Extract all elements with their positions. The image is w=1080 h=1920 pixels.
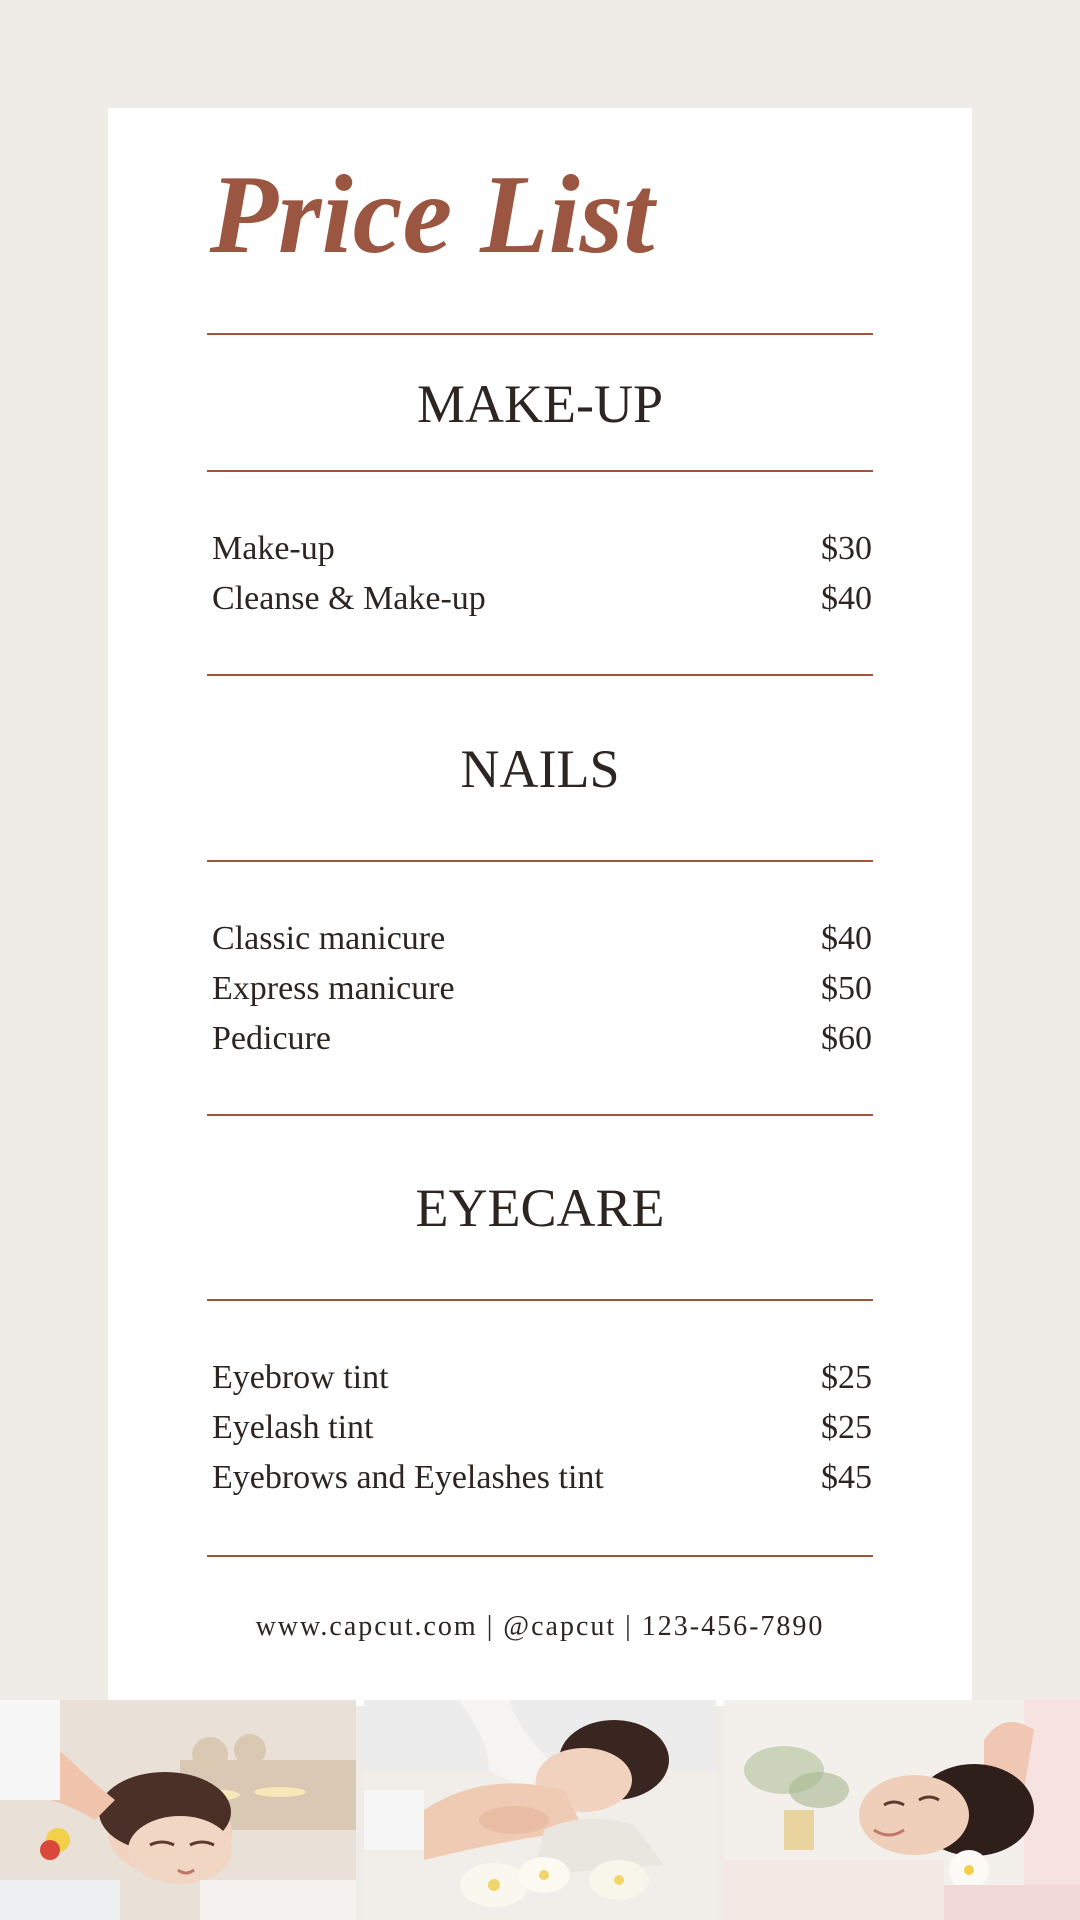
service-price: $60 bbox=[821, 1020, 872, 1057]
price-row bbox=[212, 524, 872, 574]
price-row bbox=[212, 1014, 872, 1064]
section-title-eyecare: EYECARE bbox=[415, 1178, 665, 1238]
service-name: Cleanse & Make-up bbox=[212, 580, 486, 617]
section-title-nails: NAILS bbox=[460, 739, 620, 799]
price-row bbox=[212, 914, 872, 964]
price-row bbox=[212, 574, 872, 624]
service-price: $40 bbox=[821, 580, 872, 617]
contact-info: www.capcut.com | @capcut | 123-456-7890 bbox=[255, 1611, 825, 1642]
photo-strip bbox=[0, 1700, 1080, 1920]
service-name: Eyebrow tint bbox=[212, 1359, 389, 1396]
divider bbox=[207, 1114, 873, 1116]
service-name: Express manicure bbox=[212, 970, 455, 1007]
divider bbox=[207, 470, 873, 472]
spa-photo-face-massage bbox=[724, 1700, 1080, 1920]
divider bbox=[207, 1299, 873, 1301]
page-title: Price List bbox=[209, 153, 655, 277]
service-price: $25 bbox=[821, 1409, 872, 1446]
service-name: Pedicure bbox=[212, 1020, 331, 1057]
divider bbox=[207, 860, 873, 862]
service-price: $30 bbox=[821, 530, 872, 567]
service-price: $40 bbox=[821, 920, 872, 957]
divider bbox=[207, 333, 873, 335]
price-row bbox=[212, 964, 872, 1014]
service-price: $25 bbox=[821, 1359, 872, 1396]
price-row bbox=[212, 1353, 872, 1403]
service-name: Eyebrows and Eyelashes tint bbox=[212, 1459, 604, 1496]
service-name: Classic manicure bbox=[212, 920, 446, 957]
service-name: Eyelash tint bbox=[212, 1409, 374, 1446]
divider bbox=[207, 1555, 873, 1557]
service-price: $45 bbox=[821, 1459, 872, 1496]
price-row bbox=[212, 1453, 872, 1503]
price-row bbox=[212, 1403, 872, 1453]
section-title-makeup: MAKE-UP bbox=[416, 374, 663, 434]
spa-photo-facial bbox=[364, 1700, 716, 1920]
service-name: Make-up bbox=[212, 530, 335, 567]
spa-photo-massage bbox=[0, 1700, 356, 1920]
divider bbox=[207, 674, 873, 676]
service-price: $50 bbox=[821, 970, 872, 1007]
